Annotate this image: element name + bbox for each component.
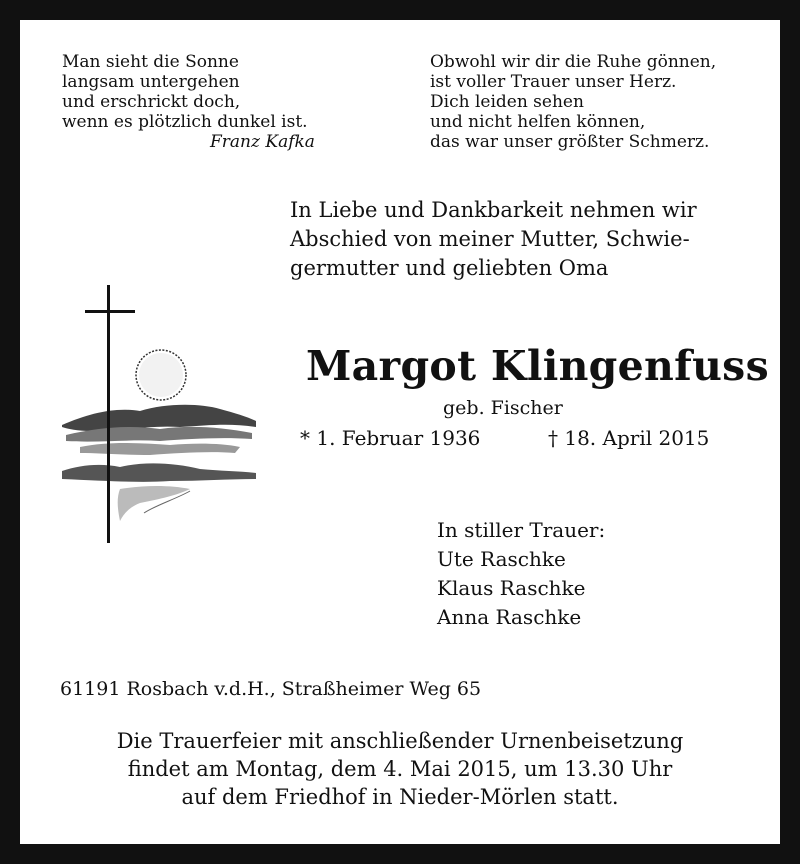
poem-right	[430, 52, 716, 152]
mourners-heading: In stiller Trauer:	[437, 518, 606, 542]
mourner-name: Klaus Raschke	[437, 576, 586, 600]
service-line: auf dem Friedhof in Nieder-Mörlen statt.	[181, 785, 619, 809]
poem-left-line: wenn es plötzlich dunkel ist.	[62, 112, 308, 132]
intro-line: germutter und geliebten Oma	[290, 256, 609, 280]
mourner-name: Anna Raschke	[437, 605, 582, 629]
service-line: Die Trauerfeier mit anschließender Urnenbeisetzung	[116, 729, 684, 753]
poem-right-line: Dich leiden sehen	[430, 92, 584, 112]
death-date: † 18. April 2015	[548, 426, 710, 450]
service-line: findet am Montag, dem 4. Mai 2015, um 13.30 Uhr	[127, 757, 673, 781]
funeral-service-info	[60, 727, 740, 811]
poem-right-line: Obwohl wir dir die Ruhe gönnen,	[430, 52, 717, 72]
birth-date: * 1. Februar 1936	[300, 426, 481, 450]
poem-left	[62, 52, 315, 152]
mourner-name: Ute Raschke	[437, 547, 566, 571]
address: 61191 Rosbach v.d.H., Straßheimer Weg 65	[60, 678, 482, 700]
maiden-name: geb. Fischer	[443, 397, 563, 419]
poem-right-line: ist voller Trauer unser Herz.	[430, 72, 677, 92]
poem-right-line: und nicht helfen können,	[430, 112, 646, 132]
intro-line: Abschied von meiner Mutter, Schwie-	[290, 227, 690, 251]
cross-icon	[60, 285, 260, 547]
intro-line: In Liebe und Dankbarkeit nehmen wir	[290, 198, 697, 222]
intro-text	[290, 196, 740, 283]
deceased-name: Margot Klingenfuss	[306, 342, 769, 390]
poem-left-line: langsam untergehen	[62, 72, 240, 92]
poem-right-line: das war unser größter Schmerz.	[430, 132, 710, 152]
mourners-block	[437, 516, 605, 632]
poem-left-line: Man sieht die Sonne	[62, 52, 239, 72]
cross-landscape-illustration	[60, 285, 260, 547]
poem-left-line: und erschrickt doch,	[62, 92, 241, 112]
poem-left-author: Franz Kafka	[210, 132, 315, 152]
